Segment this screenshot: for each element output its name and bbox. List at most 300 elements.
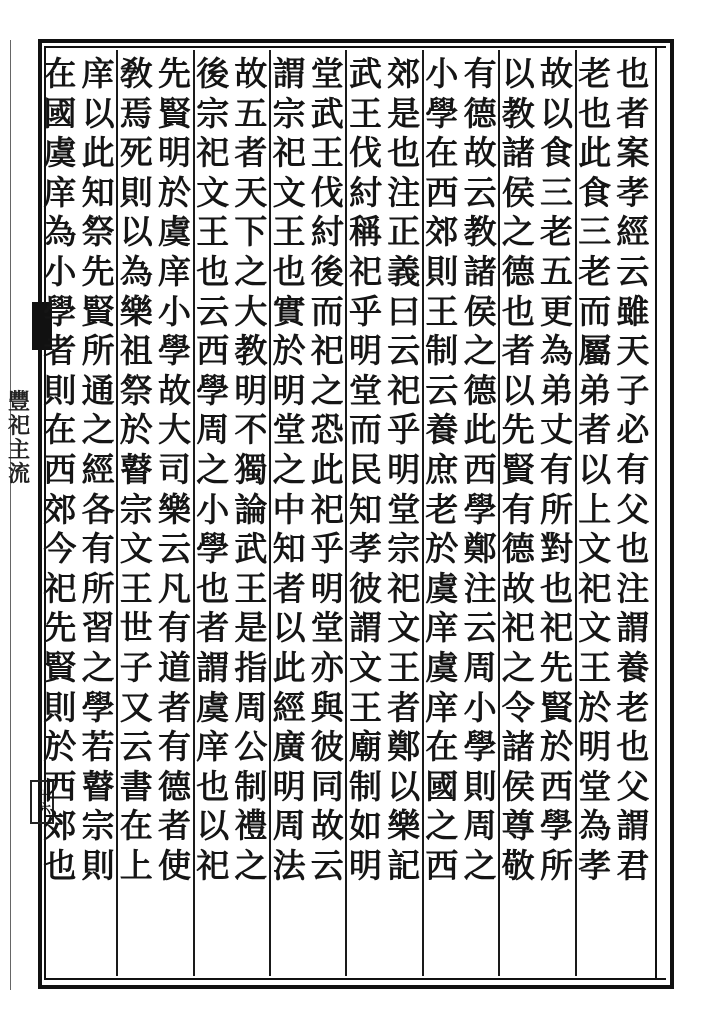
character: 武 (234, 529, 268, 569)
character: 之 (196, 449, 230, 489)
character: 之 (81, 647, 115, 687)
text-column (611, 54, 655, 885)
character: 乎 (387, 410, 421, 450)
character: 對 (540, 529, 573, 569)
character: 西 (425, 172, 459, 212)
character: 王 (425, 291, 459, 331)
text-column (573, 54, 617, 885)
character: 而 (310, 291, 344, 331)
character: 今 (43, 529, 77, 569)
text-column (535, 54, 579, 885)
character: 之 (501, 212, 535, 252)
character: 之 (310, 370, 344, 410)
character: 庠 (81, 54, 115, 93)
character: 祭 (81, 212, 115, 252)
character: 民 (349, 449, 382, 489)
character: 者 (501, 331, 535, 371)
character: 更 (540, 291, 573, 331)
character: 德 (463, 370, 497, 410)
character: 學 (196, 370, 230, 410)
character: 不 (234, 410, 268, 450)
character: 伐 (310, 172, 344, 212)
character: 五 (234, 93, 268, 133)
character: 所 (81, 568, 115, 608)
character: 者 (196, 608, 230, 648)
character: 為 (578, 806, 612, 846)
gutter-title-text (4, 390, 34, 486)
character: 有 (540, 449, 573, 489)
character: 云 (463, 172, 497, 212)
gutter-char: 流 (7, 461, 30, 487)
character: 制 (425, 331, 459, 371)
character: 庠 (158, 251, 191, 291)
character: 之 (463, 331, 497, 371)
character: 宗 (119, 489, 153, 529)
character: 法 (272, 845, 306, 885)
character: 也 (43, 845, 77, 885)
text-column (114, 54, 158, 885)
character: 王 (234, 568, 268, 608)
character: 王 (349, 93, 382, 133)
character: 也 (196, 568, 230, 608)
text-column (153, 54, 197, 885)
character: 國 (425, 766, 459, 806)
character: 明 (272, 766, 306, 806)
character: 也 (501, 291, 535, 331)
character: 虞 (425, 647, 459, 687)
character: 弟 (540, 370, 573, 410)
character: 亦 (310, 647, 344, 687)
character: 也 (196, 766, 230, 806)
character: 天 (616, 331, 650, 371)
character: 則 (81, 845, 115, 885)
character: 為 (540, 331, 573, 371)
character: 後 (310, 251, 344, 291)
character: 周 (234, 687, 268, 727)
character: 故 (540, 54, 573, 93)
character: 先 (540, 647, 573, 687)
character: 則 (119, 172, 153, 212)
character: 之 (272, 449, 306, 489)
character: 孝 (616, 172, 650, 212)
character: 賢 (540, 687, 573, 727)
character: 乎 (349, 291, 382, 331)
character: 者 (578, 410, 612, 450)
character: 樂 (387, 806, 421, 846)
character: 虞 (158, 212, 191, 252)
text-column (344, 54, 388, 885)
character: 賢 (43, 647, 77, 687)
character: 以 (501, 370, 535, 410)
character: 注 (387, 172, 421, 212)
character: 堂 (349, 370, 382, 410)
text-column (382, 54, 426, 885)
character: 者 (234, 133, 268, 173)
character: 老 (425, 489, 459, 529)
character: 也 (578, 93, 612, 133)
character: 以 (540, 93, 573, 133)
character: 而 (578, 291, 612, 331)
character: 祀 (387, 370, 421, 410)
character: 知 (81, 172, 115, 212)
character: 注 (616, 568, 650, 608)
character: 者 (158, 687, 191, 727)
character: 論 (234, 489, 268, 529)
character: 則 (463, 766, 497, 806)
character: 有 (616, 449, 650, 489)
character: 瞽 (119, 449, 153, 489)
character: 祀 (540, 608, 573, 648)
character: 郊 (387, 54, 421, 93)
character: 庠 (196, 727, 230, 767)
character: 祀 (387, 568, 421, 608)
gutter-char: 祀 (7, 413, 30, 439)
character: 為 (119, 251, 153, 291)
character: 三 (540, 172, 573, 212)
character: 西 (425, 845, 459, 885)
character: 之 (234, 845, 268, 885)
character: 王 (272, 212, 306, 252)
text-column (38, 54, 82, 885)
character: 賢 (81, 291, 115, 331)
character: 謂 (616, 806, 650, 846)
character: 祀 (43, 568, 77, 608)
text-column (458, 54, 502, 885)
character: 故 (158, 370, 191, 410)
character: 通 (81, 370, 115, 410)
inner-border-right (655, 46, 657, 980)
character: 有 (158, 727, 191, 767)
character: 尊 (501, 806, 535, 846)
character: 文 (578, 529, 612, 569)
character: 學 (196, 529, 230, 569)
character: 者 (616, 93, 650, 133)
character: 經 (272, 687, 306, 727)
character: 謂 (196, 647, 230, 687)
character: 之 (501, 647, 535, 687)
character: 學 (425, 93, 459, 133)
character: 使 (158, 845, 191, 885)
character: 賢 (501, 449, 535, 489)
character: 屬 (578, 331, 612, 371)
character: 有 (158, 608, 191, 648)
character: 後 (196, 54, 230, 93)
character: 小 (158, 291, 191, 331)
text-column (420, 54, 464, 885)
character: 樂 (119, 291, 153, 331)
character: 以 (578, 449, 612, 489)
character: 西 (43, 766, 77, 806)
character: 指 (234, 647, 268, 687)
character: 明 (349, 845, 382, 885)
character: 廟 (349, 727, 382, 767)
character: 敬 (501, 845, 535, 885)
character: 之 (463, 845, 497, 885)
character: 王 (387, 647, 421, 687)
character: 子 (616, 370, 650, 410)
character: 為 (43, 212, 77, 252)
character: 云 (119, 727, 153, 767)
character: 宗 (272, 93, 306, 133)
character: 是 (387, 93, 421, 133)
character: 明 (234, 370, 268, 410)
character: 鄭 (463, 529, 497, 569)
character: 此 (463, 410, 497, 450)
character: 於 (119, 410, 153, 450)
character: 在 (43, 410, 77, 450)
character: 養 (425, 410, 459, 450)
character: 文 (387, 608, 421, 648)
character: 學 (463, 727, 497, 767)
character: 賢 (158, 93, 191, 133)
character: 食 (578, 172, 612, 212)
character: 堂 (578, 766, 612, 806)
character: 凡 (158, 568, 191, 608)
character: 雖 (616, 291, 650, 331)
character: 教 (501, 93, 535, 133)
character: 侯 (501, 766, 535, 806)
character: 如 (349, 806, 382, 846)
character: 之 (425, 806, 459, 846)
character: 先 (81, 251, 115, 291)
character: 文 (119, 529, 153, 569)
character: 祀 (310, 489, 344, 529)
character: 庠 (43, 172, 77, 212)
character: 中 (272, 489, 306, 529)
character: 明 (349, 331, 382, 371)
character: 在 (425, 727, 459, 767)
character: 諸 (463, 251, 497, 291)
character: 學 (81, 687, 115, 727)
character: 彼 (310, 727, 344, 767)
character: 恐 (310, 410, 344, 450)
character: 侯 (501, 172, 535, 212)
inner-border-bottom (44, 978, 666, 980)
character: 謂 (616, 608, 650, 648)
character: 謂 (349, 608, 382, 648)
character: 習 (81, 608, 115, 648)
character: 父 (616, 766, 650, 806)
character: 鄭 (387, 727, 421, 767)
character: 宗 (196, 93, 230, 133)
character: 文 (272, 172, 306, 212)
character: 周 (463, 806, 497, 846)
character: 也 (272, 251, 306, 291)
character: 武 (310, 93, 344, 133)
character: 堂 (387, 489, 421, 529)
character: 所 (540, 489, 573, 529)
character: 以 (387, 766, 421, 806)
character: 焉 (119, 93, 153, 133)
character: 武 (349, 54, 382, 93)
character: 於 (578, 687, 612, 727)
character: 與 (310, 687, 344, 727)
character: 祀 (501, 608, 535, 648)
character: 宗 (387, 529, 421, 569)
character: 於 (158, 172, 191, 212)
character: 此 (272, 647, 306, 687)
text-column (305, 54, 349, 885)
character: 則 (43, 370, 77, 410)
character: 西 (540, 766, 573, 806)
character: 明 (272, 370, 306, 410)
character: 諸 (501, 133, 535, 173)
character: 郊 (425, 212, 459, 252)
text-column (229, 54, 273, 885)
character: 祀 (272, 133, 306, 173)
character: 紂 (349, 172, 382, 212)
character: 在 (43, 54, 77, 93)
character: 王 (119, 568, 153, 608)
character: 上 (119, 845, 153, 885)
character: 周 (196, 410, 230, 450)
character: 明 (578, 727, 612, 767)
character: 祭 (119, 370, 153, 410)
character: 學 (158, 331, 191, 371)
character: 經 (616, 212, 650, 252)
character: 制 (349, 766, 382, 806)
character: 云 (196, 291, 230, 331)
character: 以 (272, 608, 306, 648)
character: 乎 (310, 529, 344, 569)
text-column (76, 54, 120, 885)
character: 下 (234, 212, 268, 252)
character: 謂 (272, 54, 306, 93)
character: 又 (119, 687, 153, 727)
character: 云 (425, 370, 459, 410)
character: 西 (43, 449, 77, 489)
character: 廣 (272, 727, 306, 767)
character: 堂 (272, 410, 306, 450)
character: 此 (310, 449, 344, 489)
character: 伐 (349, 133, 382, 173)
character: 知 (272, 529, 306, 569)
text-column (267, 54, 311, 885)
gutter-char: 主 (7, 437, 30, 463)
text-column (191, 54, 235, 885)
character: 云 (463, 608, 497, 648)
character: 則 (43, 687, 77, 727)
character: 明 (387, 449, 421, 489)
character: 也 (616, 529, 650, 569)
character: 而 (349, 410, 382, 450)
character: 王 (310, 133, 344, 173)
character: 天 (234, 172, 268, 212)
character: 孝 (578, 845, 612, 885)
character: 紂 (310, 212, 344, 252)
character: 者 (387, 687, 421, 727)
character: 瞽 (81, 766, 115, 806)
character: 庠 (425, 608, 459, 648)
character: 以 (196, 806, 230, 846)
character: 制 (234, 766, 268, 806)
character: 則 (425, 251, 459, 291)
character: 王 (349, 687, 382, 727)
character: 也 (540, 568, 573, 608)
character: 云 (310, 845, 344, 885)
character: 先 (158, 54, 191, 93)
character: 義 (387, 251, 421, 291)
character: 經 (81, 449, 115, 489)
character: 教 (234, 331, 268, 371)
character: 小 (196, 489, 230, 529)
character: 大 (234, 291, 268, 331)
character: 明 (158, 133, 191, 173)
inner-border-top (44, 46, 666, 48)
character: 云 (158, 529, 191, 569)
character: 侯 (463, 291, 497, 331)
character: 有 (81, 529, 115, 569)
character: 郊 (43, 489, 77, 529)
character: 國 (43, 93, 77, 133)
character: 各 (81, 489, 115, 529)
character: 故 (501, 568, 535, 608)
character: 孝 (349, 529, 382, 569)
character: 知 (349, 489, 382, 529)
character: 先 (43, 608, 77, 648)
character: 彼 (349, 568, 382, 608)
character: 弟 (578, 370, 612, 410)
character: 上 (578, 489, 612, 529)
page-edge (2, 40, 11, 990)
character: 同 (310, 766, 344, 806)
character: 文 (196, 172, 230, 212)
character: 者 (158, 806, 191, 846)
character: 庶 (425, 449, 459, 489)
character: 德 (158, 766, 191, 806)
character: 獨 (234, 449, 268, 489)
character: 云 (616, 251, 650, 291)
character: 以 (501, 54, 535, 93)
character: 文 (349, 647, 382, 687)
character: 君 (616, 845, 650, 885)
character: 在 (425, 133, 459, 173)
character: 小 (43, 251, 77, 291)
character: 於 (425, 529, 459, 569)
character: 者 (43, 331, 77, 371)
character: 此 (81, 133, 115, 173)
character: 敎 (119, 54, 153, 93)
character: 故 (463, 133, 497, 173)
character: 故 (310, 806, 344, 846)
character: 死 (119, 133, 153, 173)
character: 西 (463, 449, 497, 489)
character: 故 (234, 54, 268, 93)
character: 祀 (349, 251, 382, 291)
character: 庠 (425, 687, 459, 727)
character: 子 (119, 647, 153, 687)
character: 祀 (310, 331, 344, 371)
character: 公 (234, 727, 268, 767)
character: 祖 (119, 331, 153, 371)
character: 云 (387, 331, 421, 371)
character: 食 (540, 133, 573, 173)
character: 學 (463, 489, 497, 529)
character: 先 (501, 410, 535, 450)
character: 樂 (158, 489, 191, 529)
character: 以 (81, 93, 115, 133)
character: 也 (196, 251, 230, 291)
character: 虞 (43, 133, 77, 173)
character: 文 (578, 608, 612, 648)
character: 堂 (310, 54, 344, 93)
character: 父 (616, 489, 650, 529)
character: 實 (272, 291, 306, 331)
character: 宗 (81, 806, 115, 846)
character: 於 (272, 331, 306, 371)
character: 大 (158, 410, 191, 450)
character: 案 (616, 133, 650, 173)
